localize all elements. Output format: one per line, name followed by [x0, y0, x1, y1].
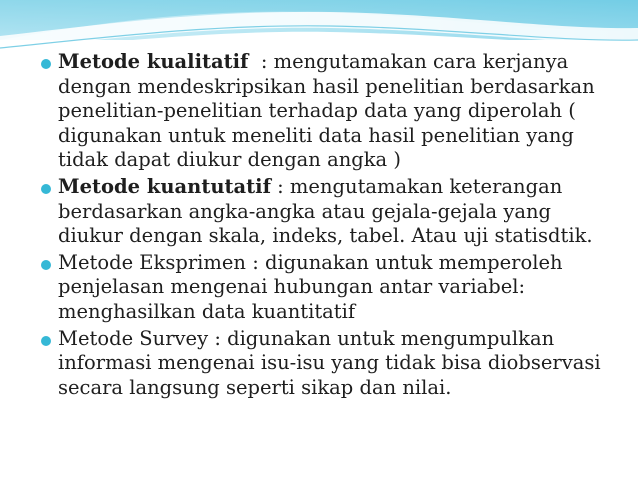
- bullet-term: Metode kuantutatif: [58, 174, 271, 198]
- bullet-term: Metode Eksprimen: [58, 250, 246, 274]
- bullet-line: menghasilkan data kuantitatif: [58, 299, 356, 323]
- bullet-line: digunakan untuk meneliti data hasil penelitian yang: [58, 123, 574, 147]
- bullet-line: penelitian-penelitian terhadap data yang diperolah (: [58, 99, 576, 123]
- bullet-dot-icon: [41, 184, 51, 194]
- bullet-dot-icon: [41, 336, 51, 346]
- bullet-term: Metode Survey: [58, 326, 209, 350]
- bullet-text: : digunakan untuk mengumpulkan: [208, 326, 555, 350]
- slide-content: [0, 50, 630, 402]
- bullet-dot-icon: [41, 260, 51, 270]
- bullet-line: penjelasan mengenai hubungan antar variabel:: [58, 275, 526, 299]
- bullet-line: diukur dengan skala, indeks, tabel. Atau uji statisdtik.: [58, 224, 593, 248]
- bullet-item-kualitatif: [0, 50, 630, 173]
- bullet-line: informasi mengenai isu-isu yang tidak bisa diobservasi: [58, 351, 601, 375]
- bullet-text: : mengutamakan cara kerjanya: [248, 50, 569, 73]
- bullet-item-eksprimen: [0, 251, 630, 325]
- bullet-item-kuantutatif: [0, 175, 630, 249]
- bullet-line: dengan mendeskripsikan hasil penelitian berdasarkan: [58, 74, 595, 98]
- bullet-line: tidak dapat diukur dengan angka ): [58, 148, 401, 172]
- bullet-text: : digunakan untuk memperoleh: [246, 250, 563, 274]
- bullet-text: : mengutamakan keterangan: [270, 174, 563, 198]
- bullet-term: Metode kualitatif: [58, 50, 249, 73]
- bullet-item-survey: [0, 327, 630, 401]
- bullet-line: berdasarkan angka-angka atau gejala-gejala yang: [58, 199, 552, 223]
- bullet-dot-icon: [41, 59, 51, 69]
- bullet-line: secara langsung seperti sikap dan nilai.: [58, 375, 452, 399]
